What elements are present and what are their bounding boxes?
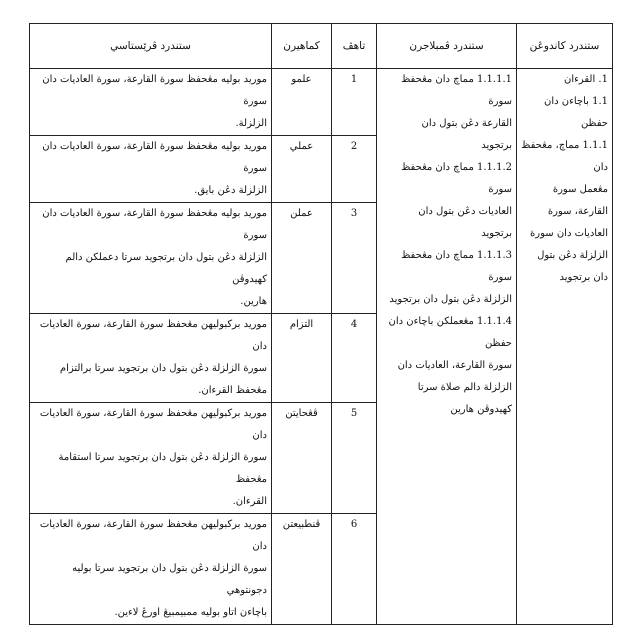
table-row	[30, 69, 613, 136]
learning-standard-line: الزلزلة دڠن بتول دان برتجويد	[389, 294, 512, 305]
performance-descriptor	[30, 69, 272, 136]
skill-label: التزام	[272, 314, 332, 403]
header-performance-standard: ستندرد ڤرێستاسي	[30, 24, 272, 69]
descriptor-line: موريد بوليه مڠحفظ سورة القارعة، سورة العاديات دان سورة	[42, 208, 267, 241]
learning-standard-line: برتجويد	[481, 140, 512, 151]
descriptor-line: موريد بركبوليهن مڠحفظ سورة القارعة، سورة العاديات دان	[39, 408, 267, 441]
standards-table	[29, 23, 613, 625]
level-number: 3	[332, 203, 377, 314]
descriptor-line: هارين.	[240, 296, 267, 307]
level-number: 1	[332, 69, 377, 136]
skill-label: عملي	[272, 136, 332, 203]
performance-descriptor	[30, 514, 272, 625]
learning-standard-line: برتجويد	[481, 228, 512, 239]
skill-label: ڤنطبيعتن	[272, 514, 332, 625]
content-standard-line: العاديات دان سورة	[530, 228, 608, 239]
content-standard-line: القارعة، سورة	[547, 206, 608, 217]
content-standard-line: 1. القرءان	[564, 74, 608, 85]
learning-standard-line: 1.1.1.1 مماچ دان مڠحفظ سورة	[401, 74, 512, 107]
learning-standard-line: القارعة دڠن بتول دان	[421, 118, 512, 129]
header-skill: كماهيرن	[272, 24, 332, 69]
learning-standard-line: سورة القارعة، العاديات دان	[397, 360, 512, 371]
descriptor-line: الزلزلة.	[235, 118, 267, 129]
level-number: 6	[332, 514, 377, 625]
header-content-standard: ستندرد كاندوڠن	[517, 24, 613, 69]
level-number: 2	[332, 136, 377, 203]
learning-standard-line: كهيدوڤن هارين	[450, 404, 512, 415]
descriptor-line: موريد بركبوليهن مڠحفظ سورة القارعة، سورة العاديات دان	[39, 519, 267, 552]
content-standard-cell	[517, 69, 613, 625]
header-level: تاهڤ	[332, 24, 377, 69]
content-standard-line: 1.1.1 مماچ، مڠحفظ دان	[521, 140, 608, 173]
skill-label: علمو	[272, 69, 332, 136]
table-header-row	[30, 24, 613, 69]
descriptor-line: موريد بركبوليهن مڠحفظ سورة القارعة، سورة العاديات دان	[39, 319, 267, 352]
skill-label: عملن	[272, 203, 332, 314]
learning-standard-line: 1.1.1.2 مماچ دان مڠحفظ سورة	[401, 162, 512, 195]
learning-standard-cell	[377, 69, 517, 625]
content-standard-line: الزلزلة دڠن بتول	[537, 250, 608, 261]
descriptor-line: سورة الزلزلة دڠن بتول دان برتجويد سرتا بوليه دجونتوهي	[72, 563, 267, 596]
performance-descriptor	[30, 203, 272, 314]
level-number: 5	[332, 403, 377, 514]
performance-descriptor	[30, 314, 272, 403]
descriptor-line: القرءان.	[232, 496, 267, 507]
learning-standard-line: 1.1.1.4 مڠعملكن باچاءن دان حفظن	[388, 316, 512, 349]
content-standard-line: 1.1 باچاءن دان حفظن	[544, 96, 608, 129]
learning-standard-line: العاديات دڠن بتول دان	[418, 206, 512, 217]
performance-descriptor	[30, 403, 272, 514]
learning-standard-line: 1.1.1.3 مماچ دان مڠحفظ سورة	[401, 250, 512, 283]
descriptor-line: موريد بوليه مڠحفظ سورة القارعة، سورة العاديات دان سورة	[42, 74, 267, 107]
content-standard-line: دان برتجويد	[559, 272, 608, 283]
descriptor-line: الزلزلة دڠن بايق.	[194, 185, 267, 196]
header-learning-standard: ستندرد ڤمبلاجرن	[377, 24, 517, 69]
descriptor-line: سورة الزلزلة دڠن بتول دان برتجويد سرتا استقامة مڠحفظ	[58, 452, 267, 485]
descriptor-line: باچاءن اتاو بوليه ممبيمبيڠ اورڠ لاءين.	[114, 607, 267, 618]
learning-standard-line: الزلزلة دالم صلاة سرتا	[417, 382, 512, 393]
content-standard-line: مڠعمل سورة	[552, 184, 608, 195]
descriptor-line: سورة الزلزلة دڠن بتول دان برتجويد سرتا برالتزام مڠحفظ القرءان.	[59, 363, 267, 396]
level-number: 4	[332, 314, 377, 403]
descriptor-line: موريد بوليه مڠحفظ سورة القارعة، سورة العاديات دان سورة	[42, 141, 267, 174]
descriptor-line: الزلزلة دڠن بتول دان برتجويد سرتا دعملكن دالم كهيدوڤن	[65, 252, 267, 285]
skill-label: ڤڠحايتن	[272, 403, 332, 514]
performance-descriptor	[30, 136, 272, 203]
